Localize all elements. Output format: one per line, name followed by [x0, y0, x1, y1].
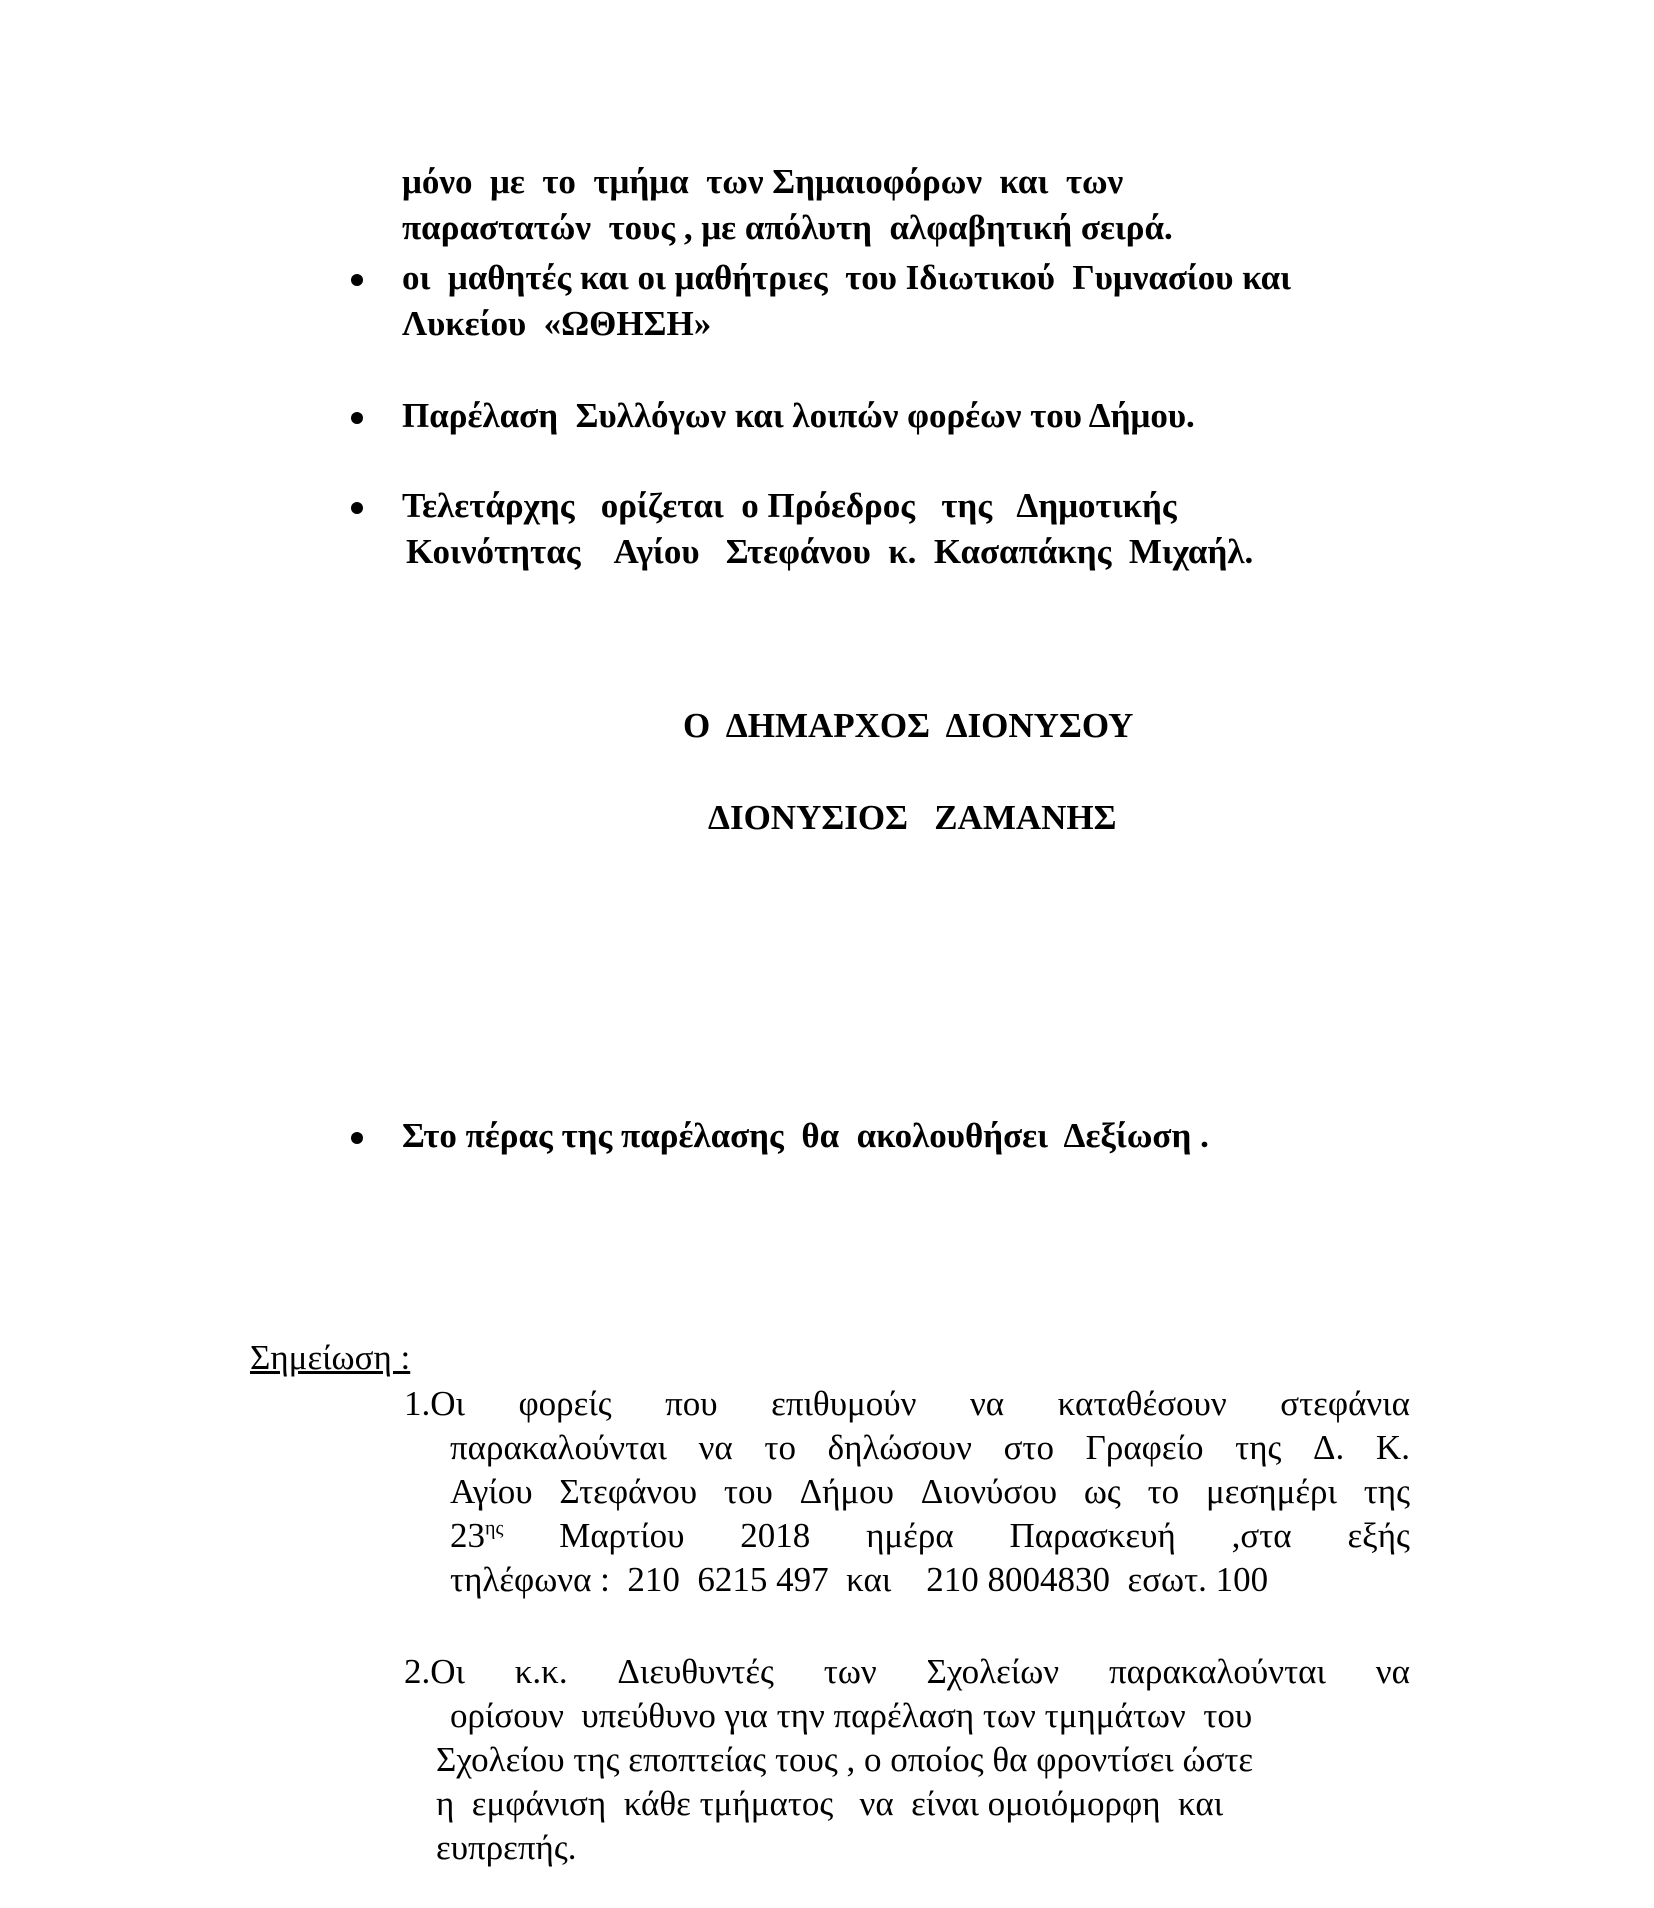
note-1-line-3 [450, 1472, 1410, 1512]
bullet-icon [351, 1132, 363, 1144]
word: της [1363, 1472, 1410, 1511]
word: Κ. [1375, 1428, 1410, 1467]
continuation-line-2: παραστατών τους , με απόλυτη αλφαβητική σειρά. [402, 208, 1173, 247]
bullet-1-line-2: Λυκείου «ΩΘΗΣΗ» [402, 304, 712, 343]
bullet-2-line-1: Παρέλαση Συλλόγων και λοιπών φορέων του Δήμου. [402, 396, 1195, 435]
word: το [764, 1428, 796, 1467]
word: που [665, 1384, 718, 1423]
word: το [1147, 1472, 1180, 1511]
note-1-line-4 [450, 1516, 1410, 1556]
note-1-line-5: τηλέφωνα : 210 6215 497 και 210 8004830 εσωτ. 100 [450, 1560, 1269, 1599]
note-2-line-5: ευπρεπής. [436, 1828, 577, 1867]
word: Αγίου [450, 1472, 533, 1511]
bullet-icon [351, 502, 363, 514]
word: παρακαλούνται [450, 1428, 667, 1467]
word: του [723, 1472, 773, 1511]
word: φορείς [518, 1384, 612, 1423]
word: Δ. [1313, 1428, 1345, 1467]
continuation-line-1: μόνο με το τμήμα των Σημαιοφόρων και των [402, 162, 1124, 201]
note-heading: Σημείωση : [250, 1338, 411, 1377]
word: επιθυμούν [771, 1384, 917, 1423]
word: δηλώσουν [827, 1428, 972, 1467]
word: να [969, 1384, 1005, 1423]
bullet-icon [351, 274, 363, 286]
word: Σχολείων [926, 1652, 1060, 1691]
word: της [1235, 1428, 1282, 1467]
word: Μαρτίου [559, 1516, 685, 1555]
bullet-3-line-1: Τελετάρχης ορίζεται ο Πρόεδρος της Δημοτικής [402, 486, 1177, 525]
word: να [1375, 1652, 1410, 1691]
note-2-line-3: Σχολείου της εποπτείας τους , ο οποίος θα φροντίσει ώστε [436, 1740, 1254, 1779]
word: 2018 [740, 1516, 811, 1555]
word: Διονύσου [920, 1472, 1058, 1511]
reception-line: Στο πέρας της παρέλασης θα ακολουθήσει Δεξίωση . [402, 1116, 1209, 1155]
date-ordinal [450, 1516, 503, 1556]
bullet-1-line-1: οι μαθητές και οι μαθήτριες του Ιδιωτικού Γυμνασίου και [402, 258, 1291, 297]
word: μεσημέρι [1205, 1472, 1337, 1511]
word: εξής [1347, 1516, 1410, 1555]
word: να [698, 1428, 733, 1467]
word: ημέρα [866, 1516, 954, 1555]
word: παρακαλούνται [1108, 1652, 1326, 1691]
note-1-line-1 [404, 1384, 1410, 1424]
bullet-3-line-2: Κοινότητας Αγίου Στεφάνου κ. Κασαπάκης Μιχαήλ. [406, 532, 1254, 571]
word: στεφάνια [1280, 1384, 1410, 1423]
word: Παρασκευή [1009, 1516, 1176, 1555]
word: Στεφάνου [559, 1472, 698, 1511]
word: 1.Οι [404, 1384, 465, 1423]
word: των [823, 1652, 877, 1691]
note-2-line-1 [404, 1652, 1410, 1692]
word: Δήμου [799, 1472, 894, 1511]
ordinal-suffix: ης [485, 1517, 504, 1540]
word: Διευθυντές [617, 1652, 774, 1691]
word: ,στα [1231, 1516, 1292, 1555]
word: καταθέσουν [1057, 1384, 1227, 1423]
bullet-icon [351, 412, 363, 424]
signature-title: Ο ΔΗΜΑΡΧΟΣ ΔΙΟΝΥΣΟΥ [683, 706, 1134, 745]
note-1-line-2 [450, 1428, 1410, 1468]
word: ως [1083, 1472, 1121, 1511]
word: 2.Οι [404, 1652, 465, 1691]
note-2-line-2: ορίσουν υπεύθυνο για την παρέλαση των τμημάτων του [450, 1696, 1253, 1735]
note-2-line-4: η εμφάνιση κάθε τμήματος να είναι ομοιόμορφη και [436, 1784, 1224, 1823]
word: κ.κ. [514, 1652, 568, 1691]
word: Γραφείο [1085, 1428, 1204, 1467]
signature-name: ΔΙΟΝΥΣΙΟΣ ΖΑΜΑΝΗΣ [708, 798, 1117, 837]
word: 23 [450, 1516, 485, 1555]
word: στο [1003, 1428, 1054, 1467]
